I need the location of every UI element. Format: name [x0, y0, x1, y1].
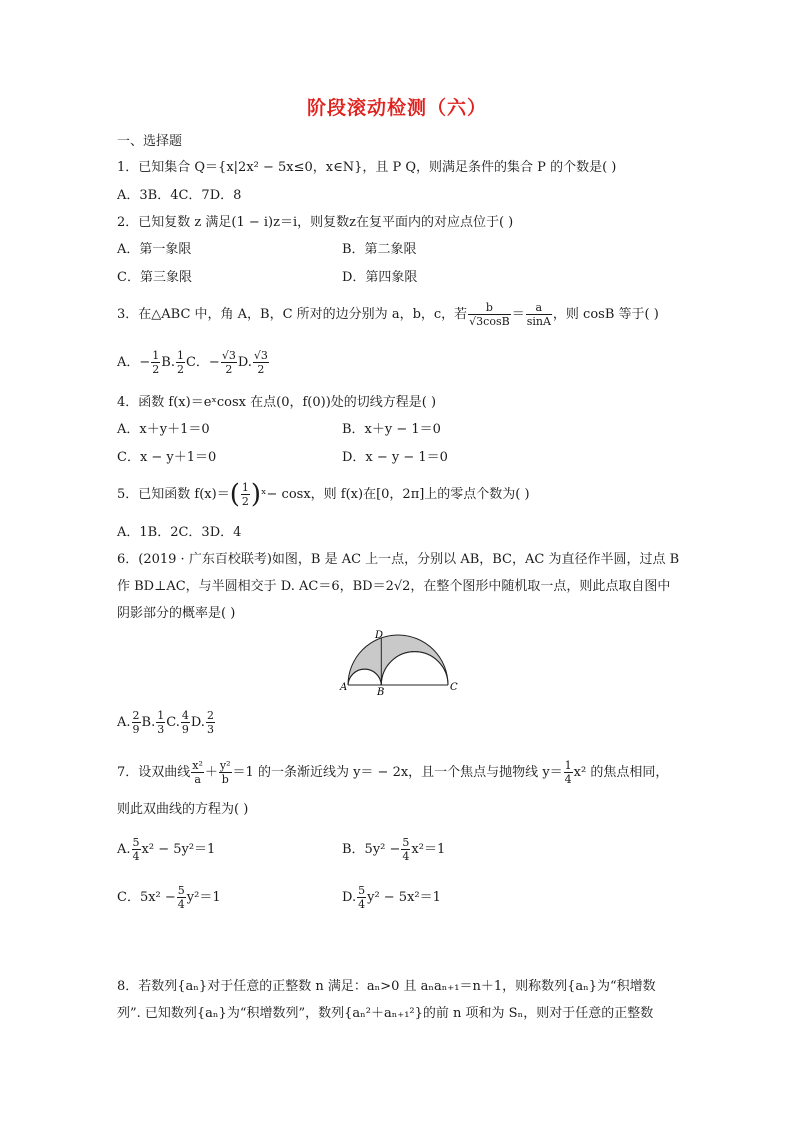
q7-d-num: 5 [358, 884, 366, 897]
q3-opt-c-den: 2 [225, 363, 233, 376]
question-7-line-2: 则此双曲线的方程为( ) [117, 802, 249, 817]
question-7-option-c [117, 883, 221, 913]
q7-b-frac [401, 836, 410, 863]
q7-c-pre: C．5x² − [117, 890, 176, 905]
q7-d-frac [357, 884, 366, 911]
q7-frac-3 [564, 759, 573, 786]
q7-text-pre: 7．设双曲线 [117, 765, 191, 780]
q5-text-post: ˣ− cosx，则 f(x)在[0，2π]上的零点个数为( ) [261, 487, 530, 502]
q3-opt-b-den: 2 [176, 363, 184, 376]
question-1-stem: 1．已知集合 Q＝{x|2x² − 5x≤0，x∈N}，且 P Q，则满足条件的集合 P 的个数是( ) [117, 160, 617, 175]
q3-fraction-1 [468, 301, 511, 328]
question-6-line-2: 作 BD⊥AC，与半圆相交于 D. AC＝6，BD＝2√2，在整个图形中随机取一点，则此点取自图中 [117, 579, 671, 594]
question-3-options [117, 348, 270, 378]
question-4-stem: 4．函数 f(x)＝eˣcosx 在点(0，f(0))处的切线方程是( ) [117, 395, 437, 410]
question-2-option-a: A．第一象限 [117, 242, 192, 257]
q7-d-label: D. [342, 890, 357, 905]
q7-text-mid: ＝1 的一条渐近线为 y＝ − 2x，且一个焦点与抛物线 y＝ [232, 765, 563, 780]
q6-opt-d-label: D. [190, 715, 205, 730]
question-2-stem: 2．已知复数 z 满足(1 − i)z＝i，则复数z在复平面内的对应点位于( ) [117, 215, 514, 230]
question-8-line-2: 列”. 已知数列{aₙ}为“积增数列”，数列{aₙ²＋aₙ₊₁²}的前 n 项和为 Sₙ，则对于任意的正整数 [117, 1006, 654, 1021]
q3-opt-c-num: √3 [221, 349, 236, 362]
q7-f1-num: x² [192, 759, 203, 772]
q3-frac2-num: a [526, 301, 552, 315]
label-c: C [450, 682, 458, 693]
question-6-line-3: 阴影部分的概率是( ) [117, 606, 236, 621]
q5-right-paren: ) [250, 479, 262, 510]
q6-opt-b-num: 1 [157, 709, 165, 722]
question-4-option-a: A．x＋y＋1＝0 [117, 422, 210, 437]
q6-opt-c-num: 4 [181, 709, 189, 722]
q5-left-paren: ( [229, 479, 240, 510]
question-4-option-d: D．x − y − 1＝0 [342, 450, 448, 465]
q7-b-den: 4 [402, 850, 410, 863]
q3-eq: ＝ [511, 307, 525, 322]
q5-text-pre: 5．已知函数 f(x)＝ [117, 487, 230, 502]
q7-f2-den: b [221, 773, 229, 786]
semicircle-figure [339, 630, 469, 696]
question-7-option-a [117, 835, 215, 865]
q3-opt-a-frac [151, 349, 160, 376]
q7-plus: ＋ [204, 765, 218, 780]
question-3-stem [117, 300, 659, 330]
q7-a-label: A. [117, 842, 131, 857]
q3-text-post: ，则 cosB 等于( ) [552, 307, 659, 322]
section-heading: 一、选择题 [117, 134, 183, 149]
q7-c-post: y²＝1 [186, 890, 221, 905]
question-6-line-1: 6．(2019 · 广东百校联考)如图，B 是 AC 上一点，分别以 AB，BC，AC 为直径作半圆，过点 B [117, 552, 680, 567]
q5-frac-num: 1 [241, 481, 249, 494]
q3-opt-a-num: 1 [152, 349, 160, 362]
q6-opt-a-label: A. [117, 715, 131, 730]
q3-opt-b-num: 1 [176, 349, 184, 362]
q3-opt-c-frac [221, 349, 237, 376]
page-title: 阶段滚动检测（六） [306, 97, 487, 119]
q6-opt-d-frac [206, 709, 215, 736]
question-2-option-d: D．第四象限 [342, 270, 418, 285]
q7-d-post: y² − 5x²＝1 [367, 890, 441, 905]
q3-opt-c-label: C．− [185, 355, 220, 370]
label-d: D [375, 630, 384, 641]
question-7-option-b [342, 835, 445, 865]
q6-opt-d-num: 2 [206, 709, 214, 722]
question-5-options: A．1B．2C．3D．4 [117, 525, 242, 540]
q6-opt-a-den: 9 [132, 723, 140, 736]
question-4-option-b: B．x＋y − 1＝0 [342, 422, 441, 437]
q7-c-frac [177, 884, 186, 911]
q6-opt-d-den: 3 [206, 723, 214, 736]
q7-f3-num: 1 [564, 759, 572, 772]
q7-f1-den: a [194, 773, 201, 786]
q3-frac1-num: b [468, 301, 511, 315]
q7-a-post: x² − 5y²＝1 [141, 842, 216, 857]
question-7-option-d [342, 883, 441, 913]
q6-opt-b-den: 3 [157, 723, 165, 736]
label-b: B [377, 687, 385, 696]
q3-opt-d-num: √3 [253, 349, 268, 362]
q7-f2-num: y² [219, 759, 231, 772]
q6-opt-c-den: 9 [181, 723, 189, 736]
label-a: A [340, 682, 348, 693]
question-1-options: A．3B．4C．7D．8 [117, 188, 242, 203]
q7-frac-2 [219, 759, 232, 786]
q7-a-num: 5 [132, 836, 140, 849]
q3-text-pre: 3．在△ABC 中，角 A，B，C 所对的边分别为 a，b，c，若 [117, 307, 468, 322]
q5-frac-den: 2 [241, 495, 249, 508]
q7-b-num: 5 [402, 836, 410, 849]
q3-opt-a-den: 2 [152, 363, 160, 376]
question-4-option-c: C．x − y＋1＝0 [117, 450, 217, 465]
q3-fraction-2 [526, 301, 552, 328]
q3-opt-d-label: D. [237, 355, 252, 370]
q7-f3-den: 4 [564, 773, 572, 786]
q3-frac1-den: √3cosB [469, 315, 510, 328]
q3-opt-b-label: B. [161, 355, 175, 370]
q7-c-den: 4 [177, 898, 185, 911]
q3-frac2-den: sinA [526, 315, 551, 328]
q3-opt-d-frac [253, 349, 269, 376]
q7-text-post: x² 的焦点相同， [573, 765, 669, 780]
q3-opt-d-den: 2 [257, 363, 265, 376]
q6-opt-a-num: 2 [132, 709, 140, 722]
q5-fraction [241, 481, 250, 508]
shaded-region [348, 635, 448, 685]
question-7-stem [117, 758, 668, 788]
question-6-options [117, 708, 216, 738]
q6-opt-c-label: C. [166, 715, 180, 730]
question-2-option-c: C．第三象限 [117, 270, 192, 285]
q3-opt-b-frac [176, 349, 185, 376]
q7-a-frac [132, 836, 141, 863]
question-5-stem [117, 480, 530, 510]
question-2-option-b: B．第二象限 [342, 242, 417, 257]
q7-frac-1 [191, 759, 204, 786]
q7-a-den: 4 [132, 850, 140, 863]
q7-b-post: x²＝1 [411, 842, 446, 857]
q6-opt-b-frac [156, 709, 165, 736]
q6-opt-c-frac [181, 709, 190, 736]
q6-opt-a-frac [132, 709, 141, 736]
q3-opt-a-label: A．− [117, 355, 151, 370]
q7-b-pre: B．5y² − [342, 842, 401, 857]
q6-opt-b-label: B. [141, 715, 156, 730]
q7-c-num: 5 [177, 884, 185, 897]
question-8-line-1: 8．若数列{aₙ}对于任意的正整数 n 满足：aₙ>0 且 aₙaₙ₊₁＝n＋1，则称数列{aₙ}为“积增数 [117, 979, 656, 994]
q7-d-den: 4 [358, 898, 366, 911]
